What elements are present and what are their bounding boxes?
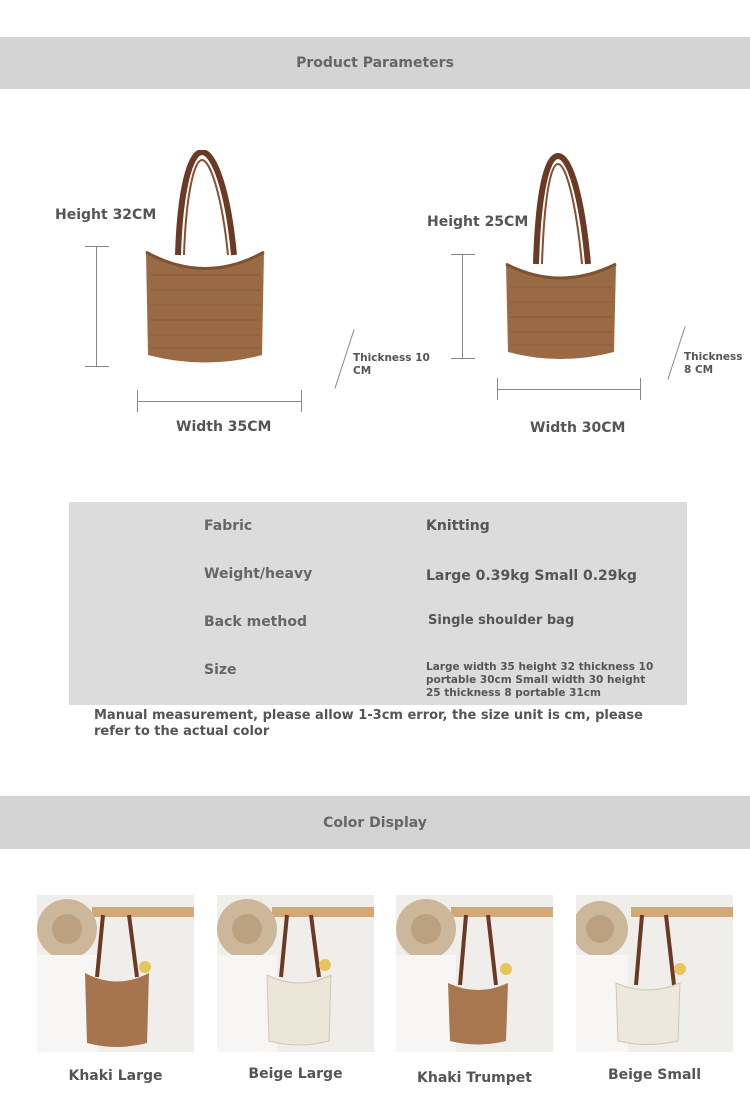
large-height-label: Height 32CM <box>55 207 157 223</box>
param-value-fabric: Knitting <box>426 518 490 534</box>
param-label-back-method: Back method <box>204 614 307 630</box>
small-width-cap-right <box>640 378 641 400</box>
large-height-cap-top <box>85 246 109 247</box>
product-parameters-banner <box>0 37 750 89</box>
bag-beige-large-shape <box>267 975 331 1045</box>
color-swatch-khaki-trumpet[interactable] <box>396 895 553 1052</box>
small-thickness-label: Thickness 8 CM <box>684 351 743 376</box>
bag-beige-small-shape <box>616 983 680 1045</box>
color-label-khaki-trumpet: Khaki Trumpet <box>417 1070 532 1086</box>
bag-khaki-trumpet-shape <box>448 983 508 1045</box>
large-width-line <box>137 401 301 402</box>
param-label-weight: Weight/heavy <box>204 566 313 582</box>
large-width-cap-right <box>301 390 302 412</box>
small-height-line <box>462 254 463 358</box>
small-width-line <box>497 389 640 390</box>
color-label-beige-large: Beige Large <box>248 1066 343 1082</box>
param-label-fabric: Fabric <box>204 518 253 534</box>
param-value-weight: Large 0.39kg Small 0.29kg <box>426 568 637 584</box>
small-height-cap-bottom <box>451 358 475 359</box>
small-height-cap-top <box>451 254 475 255</box>
small-bag-image <box>500 152 624 368</box>
large-width-label: Width 35CM <box>176 419 272 435</box>
large-bag-image <box>140 150 270 370</box>
product-parameters-title: Product Parameters <box>296 55 454 71</box>
large-thickness-line <box>334 329 354 388</box>
color-label-beige-small: Beige Small <box>607 1067 702 1083</box>
param-label-size: Size <box>204 662 237 678</box>
param-value-back-method: Single shoulder bag <box>428 613 575 628</box>
color-display-title: Color Display <box>323 814 427 831</box>
color-label-khaki-large: Khaki Large <box>68 1068 163 1084</box>
small-thickness-line <box>667 326 685 380</box>
large-height-cap-bottom <box>85 366 109 367</box>
large-thickness-label: Thickness 10 CM <box>353 352 430 377</box>
parameters-table <box>69 502 687 705</box>
small-height-label: Height 25CM <box>427 214 529 230</box>
color-swatch-beige-large[interactable] <box>217 895 374 1052</box>
large-height-line <box>96 246 97 366</box>
measurement-note: Manual measurement, please allow 1-3cm error, the size unit is cm, please refer to the actual color <box>94 708 643 739</box>
small-width-label: Width 30CM <box>530 420 626 436</box>
color-display-banner <box>0 796 750 849</box>
param-value-size: Large width 35 height 32 thickness 10 portable 30cm Small width 30 height 25 thickness 8 portable 31cm <box>426 661 654 699</box>
color-swatch-beige-small[interactable] <box>576 895 733 1052</box>
bag-khaki-large-shape <box>85 973 149 1047</box>
color-swatch-khaki-large[interactable] <box>37 895 194 1052</box>
